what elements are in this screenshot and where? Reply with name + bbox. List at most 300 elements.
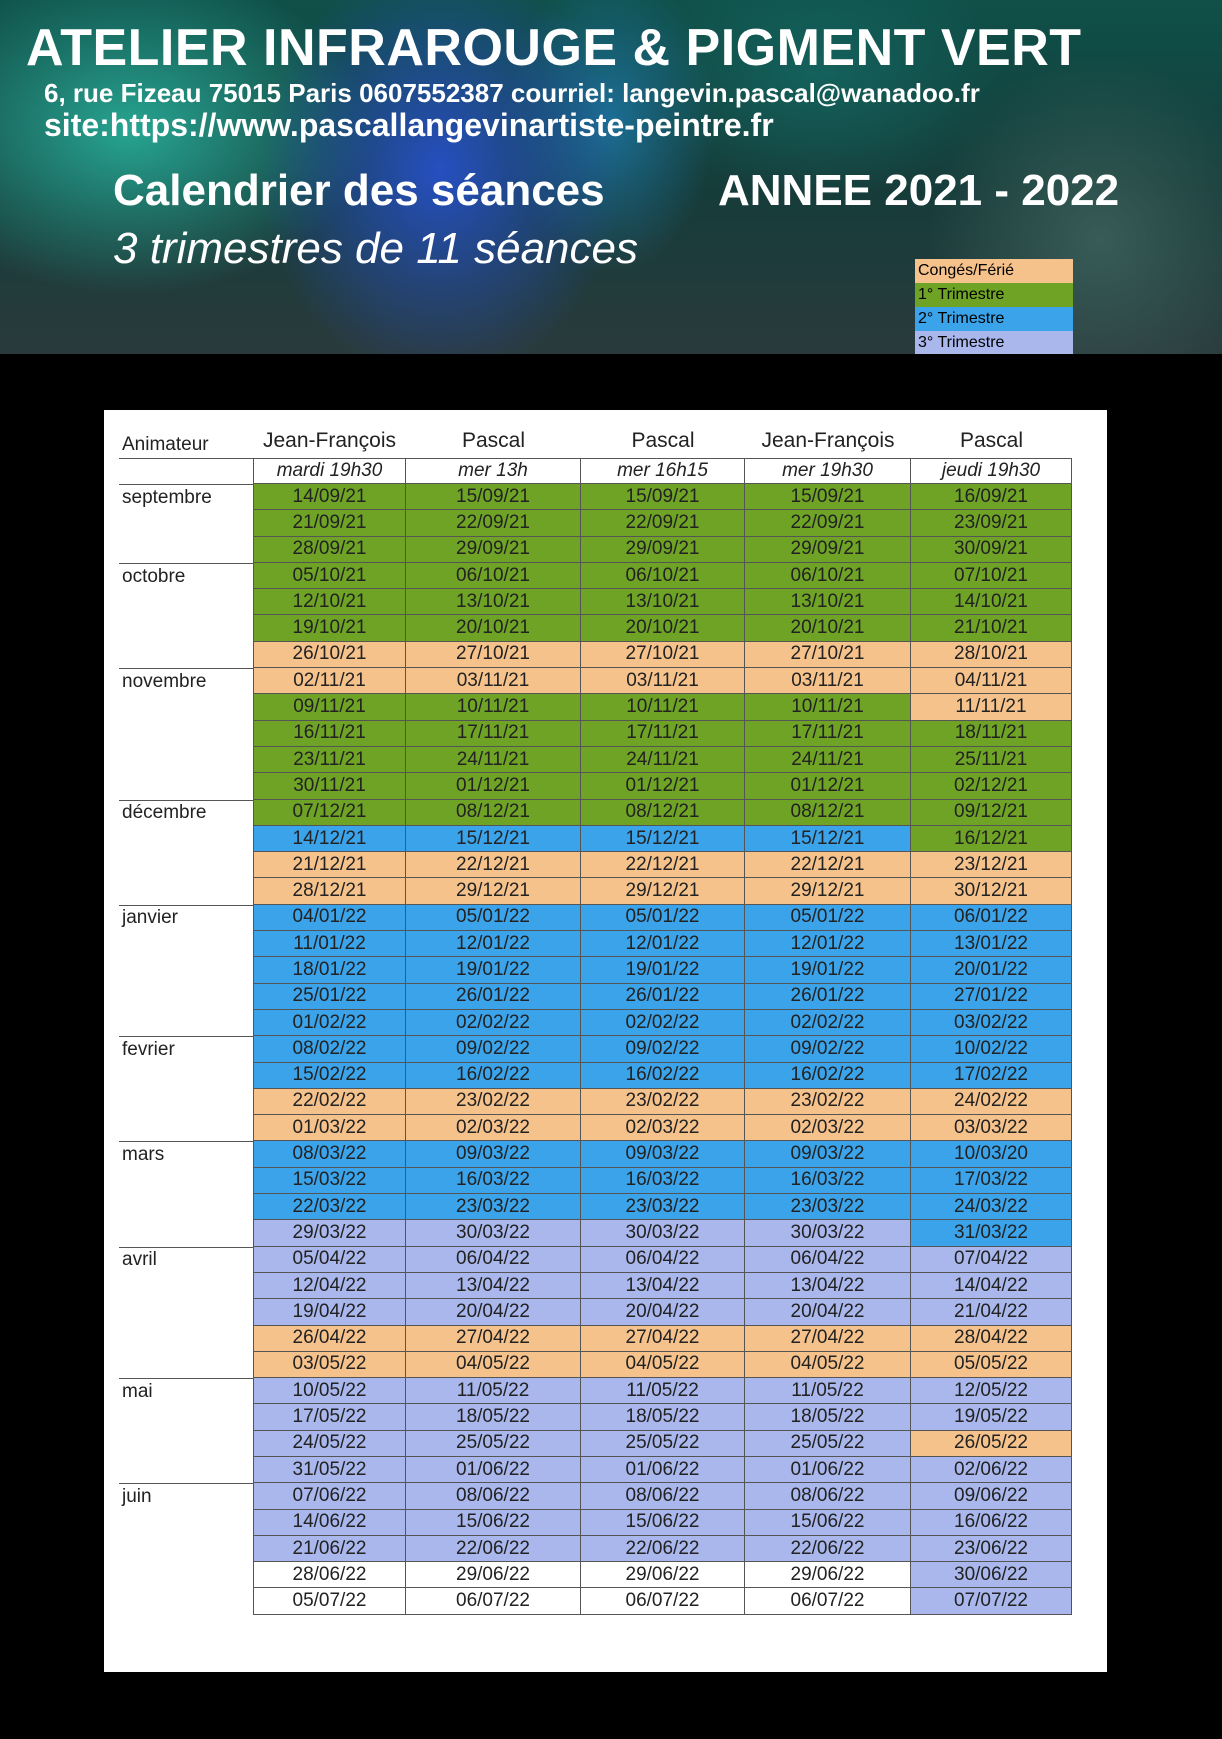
month-label: septembre xyxy=(119,484,253,510)
session-date: 13/04/22 xyxy=(745,1273,911,1299)
session-date: 15/09/21 xyxy=(745,484,911,510)
session-time: mer 19h30 xyxy=(745,458,911,484)
session-date: 29/12/21 xyxy=(745,878,911,904)
session-date: 16/03/22 xyxy=(581,1168,745,1194)
month-label: avril xyxy=(119,1247,253,1273)
table-row xyxy=(119,984,1072,1010)
session-date: 22/06/22 xyxy=(581,1536,745,1562)
month-label xyxy=(119,1352,253,1378)
session-date: 10/11/21 xyxy=(581,694,745,720)
session-date: 22/12/21 xyxy=(745,852,911,878)
session-date: 27/10/21 xyxy=(745,642,911,668)
session-date: 18/11/21 xyxy=(911,721,1072,747)
table-row xyxy=(119,1299,1072,1325)
session-date: 26/10/21 xyxy=(253,642,406,668)
month-label xyxy=(119,1510,253,1536)
session-date: 29/09/21 xyxy=(581,537,745,563)
session-date: 28/09/21 xyxy=(253,537,406,563)
session-date: 26/01/22 xyxy=(406,984,581,1010)
session-date: 22/09/21 xyxy=(406,510,581,536)
atelier-title: ATELIER INFRAROUGE & PIGMENT VERT xyxy=(26,19,1082,77)
session-date: 20/04/22 xyxy=(745,1299,911,1325)
session-date: 18/01/22 xyxy=(253,957,406,983)
table-row xyxy=(119,1588,1072,1614)
session-date: 05/05/22 xyxy=(911,1352,1072,1378)
month-label xyxy=(119,1089,253,1115)
session-date: 17/11/21 xyxy=(406,721,581,747)
session-date: 05/01/22 xyxy=(581,905,745,931)
session-date: 29/12/21 xyxy=(581,878,745,904)
session-date: 06/01/22 xyxy=(911,905,1072,931)
session-date: 02/11/21 xyxy=(253,668,406,694)
session-date: 05/10/21 xyxy=(253,563,406,589)
session-date: 04/11/21 xyxy=(911,668,1072,694)
session-date: 23/12/21 xyxy=(911,852,1072,878)
session-date: 13/04/22 xyxy=(406,1273,581,1299)
session-date: 15/06/22 xyxy=(581,1510,745,1536)
session-date: 07/04/22 xyxy=(911,1247,1072,1273)
table-row xyxy=(119,1404,1072,1430)
session-date: 08/12/21 xyxy=(581,800,745,826)
session-date: 24/11/21 xyxy=(581,747,745,773)
session-date: 08/06/22 xyxy=(581,1483,745,1509)
table-row xyxy=(119,1194,1072,1220)
month-label xyxy=(119,773,253,799)
session-time: mardi 19h30 xyxy=(253,458,406,484)
session-date: 12/01/22 xyxy=(581,931,745,957)
session-date: 14/12/21 xyxy=(253,826,406,852)
session-date: 20/10/21 xyxy=(406,615,581,641)
session-date: 22/02/22 xyxy=(253,1089,406,1115)
month-label xyxy=(119,931,253,957)
session-date: 02/02/22 xyxy=(745,1010,911,1036)
session-date: 15/03/22 xyxy=(253,1168,406,1194)
subtitle: 3 trimestres de 11 séances xyxy=(113,224,638,273)
session-date: 28/06/22 xyxy=(253,1562,406,1588)
session-date: 29/06/22 xyxy=(745,1562,911,1588)
session-date: 22/06/22 xyxy=(406,1536,581,1562)
session-date: 04/01/22 xyxy=(253,905,406,931)
session-date: 21/04/22 xyxy=(911,1299,1072,1325)
session-date: 03/11/21 xyxy=(406,668,581,694)
session-date: 09/02/22 xyxy=(581,1036,745,1062)
month-label xyxy=(119,1431,253,1457)
session-date: 09/12/21 xyxy=(911,800,1072,826)
session-date: 22/03/22 xyxy=(253,1194,406,1220)
session-date: 15/12/21 xyxy=(745,826,911,852)
session-date: 24/02/22 xyxy=(911,1089,1072,1115)
month-label xyxy=(119,1194,253,1220)
session-date: 16/02/22 xyxy=(581,1063,745,1089)
month-label: fevrier xyxy=(119,1036,253,1062)
table-row xyxy=(119,1141,1072,1167)
session-date: 25/05/22 xyxy=(406,1431,581,1457)
session-date: 26/04/22 xyxy=(253,1326,406,1352)
session-date: 26/01/22 xyxy=(745,984,911,1010)
session-date: 17/05/22 xyxy=(253,1404,406,1430)
session-date: 03/03/22 xyxy=(911,1115,1072,1141)
session-date: 22/09/21 xyxy=(745,510,911,536)
session-date: 13/10/21 xyxy=(581,589,745,615)
table-row xyxy=(119,1536,1072,1562)
session-date: 09/06/22 xyxy=(911,1483,1072,1509)
header-row-time xyxy=(119,458,1072,484)
table-row xyxy=(119,1378,1072,1404)
session-date: 03/11/21 xyxy=(745,668,911,694)
session-date: 24/11/21 xyxy=(745,747,911,773)
table-row xyxy=(119,1562,1072,1588)
month-label xyxy=(119,878,253,904)
table-row xyxy=(119,878,1072,904)
session-date: 22/09/21 xyxy=(581,510,745,536)
month-label: novembre xyxy=(119,668,253,694)
month-label xyxy=(119,642,253,668)
animateur-name: Pascal xyxy=(461,429,526,452)
session-date: 11/05/22 xyxy=(581,1378,745,1404)
session-date: 12/04/22 xyxy=(253,1273,406,1299)
session-date: 06/10/21 xyxy=(581,563,745,589)
session-date: 16/03/22 xyxy=(745,1168,911,1194)
session-date: 15/02/22 xyxy=(253,1063,406,1089)
table-row xyxy=(119,1483,1072,1509)
session-date: 08/06/22 xyxy=(406,1483,581,1509)
month-label xyxy=(119,1562,253,1588)
animateur-name: Pascal xyxy=(959,429,1024,452)
session-date: 19/01/22 xyxy=(745,957,911,983)
session-date: 24/05/22 xyxy=(253,1431,406,1457)
session-date: 30/03/22 xyxy=(745,1220,911,1246)
session-date: 27/01/22 xyxy=(911,984,1072,1010)
session-date: 19/04/22 xyxy=(253,1299,406,1325)
session-date: 03/05/22 xyxy=(253,1352,406,1378)
session-date: 09/11/21 xyxy=(253,694,406,720)
session-date: 19/10/21 xyxy=(253,615,406,641)
table-row xyxy=(119,1273,1072,1299)
table-row xyxy=(119,537,1072,563)
session-date: 06/07/22 xyxy=(581,1588,745,1614)
session-date: 23/02/22 xyxy=(581,1089,745,1115)
table-row xyxy=(119,747,1072,773)
session-date: 17/02/22 xyxy=(911,1063,1072,1089)
session-time: mer 16h15 xyxy=(581,458,745,484)
session-time: jeudi 19h30 xyxy=(911,458,1072,484)
animateur-name: Jean-François xyxy=(761,429,895,452)
session-date: 16/12/21 xyxy=(911,826,1072,852)
session-date: 25/01/22 xyxy=(253,984,406,1010)
month-label xyxy=(119,589,253,615)
session-date: 31/05/22 xyxy=(253,1457,406,1483)
session-date: 13/10/21 xyxy=(406,589,581,615)
session-time: mer 13h xyxy=(406,458,581,484)
month-label xyxy=(119,852,253,878)
session-date: 09/02/22 xyxy=(745,1036,911,1062)
session-date: 07/10/21 xyxy=(911,563,1072,589)
session-date: 13/01/22 xyxy=(911,931,1072,957)
table-row xyxy=(119,589,1072,615)
session-date: 15/06/22 xyxy=(406,1510,581,1536)
session-date: 08/12/21 xyxy=(406,800,581,826)
session-date: 30/12/21 xyxy=(911,878,1072,904)
month-label xyxy=(119,1273,253,1299)
table-row xyxy=(119,773,1072,799)
session-date: 16/03/22 xyxy=(406,1168,581,1194)
session-date: 01/03/22 xyxy=(253,1115,406,1141)
session-date: 18/05/22 xyxy=(745,1404,911,1430)
session-date: 16/06/22 xyxy=(911,1510,1072,1536)
session-date: 20/04/22 xyxy=(406,1299,581,1325)
table-row xyxy=(119,1510,1072,1536)
header-row-animateur xyxy=(119,424,1072,458)
session-date: 14/06/22 xyxy=(253,1510,406,1536)
table-row xyxy=(119,1352,1072,1378)
session-date: 19/01/22 xyxy=(406,957,581,983)
session-date: 03/11/21 xyxy=(581,668,745,694)
table-row xyxy=(119,905,1072,931)
session-date: 23/03/22 xyxy=(745,1194,911,1220)
month-label xyxy=(119,1536,253,1562)
calendar-title: Calendrier des séances xyxy=(113,166,605,215)
session-date: 05/07/22 xyxy=(253,1588,406,1614)
session-date: 12/10/21 xyxy=(253,589,406,615)
legend-item: 1° Trimestre xyxy=(915,283,1073,307)
session-date: 11/05/22 xyxy=(406,1378,581,1404)
table-row xyxy=(119,642,1072,668)
month-label xyxy=(119,615,253,641)
legend xyxy=(915,259,1073,354)
website-line: site:https://www.pascallangevinartiste-peintre.fr xyxy=(44,107,774,143)
animateur-name: Jean-François xyxy=(262,429,397,452)
table-row xyxy=(119,931,1072,957)
month-label: octobre xyxy=(119,563,253,589)
session-date: 07/06/22 xyxy=(253,1483,406,1509)
session-date: 15/06/22 xyxy=(745,1510,911,1536)
month-label xyxy=(119,1010,253,1036)
session-date: 02/02/22 xyxy=(581,1010,745,1036)
session-date: 16/09/21 xyxy=(911,484,1072,510)
animateur-label: Animateur xyxy=(122,434,209,455)
month-cell-empty xyxy=(119,458,253,484)
table-row xyxy=(119,563,1072,589)
table-row xyxy=(119,1326,1072,1352)
month-label xyxy=(119,1299,253,1325)
session-date: 09/02/22 xyxy=(406,1036,581,1062)
session-date: 25/11/21 xyxy=(911,747,1072,773)
session-date: 12/01/22 xyxy=(406,931,581,957)
table-row xyxy=(119,852,1072,878)
calendar-sheet xyxy=(104,410,1107,1672)
table-row xyxy=(119,957,1072,983)
session-date: 21/09/21 xyxy=(253,510,406,536)
session-date: 22/06/22 xyxy=(745,1536,911,1562)
month-label xyxy=(119,694,253,720)
session-date: 23/02/22 xyxy=(745,1089,911,1115)
session-date: 28/12/21 xyxy=(253,878,406,904)
session-date: 08/06/22 xyxy=(745,1483,911,1509)
session-date: 24/03/22 xyxy=(911,1194,1072,1220)
month-label xyxy=(119,826,253,852)
session-date: 25/05/22 xyxy=(745,1431,911,1457)
month-label xyxy=(119,1115,253,1141)
session-date: 03/02/22 xyxy=(911,1010,1072,1036)
session-date: 12/01/22 xyxy=(745,931,911,957)
month-label xyxy=(119,1457,253,1483)
session-date: 22/12/21 xyxy=(406,852,581,878)
table-row xyxy=(119,615,1072,641)
session-date: 26/05/22 xyxy=(911,1431,1072,1457)
session-date: 02/03/22 xyxy=(581,1115,745,1141)
session-date: 01/06/22 xyxy=(745,1457,911,1483)
table-row xyxy=(119,800,1072,826)
session-date: 30/03/22 xyxy=(406,1220,581,1246)
month-label: janvier xyxy=(119,905,253,931)
month-label: mai xyxy=(119,1378,253,1404)
session-date: 14/10/21 xyxy=(911,589,1072,615)
session-date: 14/09/21 xyxy=(253,484,406,510)
table-row xyxy=(119,510,1072,536)
table-row xyxy=(119,1010,1072,1036)
table-row xyxy=(119,1247,1072,1273)
session-date: 05/01/22 xyxy=(745,905,911,931)
session-date: 27/04/22 xyxy=(745,1326,911,1352)
sessions-table xyxy=(119,424,1072,1615)
session-date: 25/05/22 xyxy=(581,1431,745,1457)
session-date: 15/09/21 xyxy=(581,484,745,510)
month-label xyxy=(119,984,253,1010)
session-date: 16/02/22 xyxy=(745,1063,911,1089)
session-date: 30/06/22 xyxy=(911,1562,1072,1588)
session-date: 01/12/21 xyxy=(581,773,745,799)
session-date: 23/06/22 xyxy=(911,1536,1072,1562)
session-date: 10/11/21 xyxy=(406,694,581,720)
legend-item: 2° Trimestre xyxy=(915,307,1073,331)
session-date: 10/03/20 xyxy=(911,1141,1072,1167)
session-date: 26/01/22 xyxy=(581,984,745,1010)
session-date: 10/05/22 xyxy=(253,1378,406,1404)
session-date: 29/09/21 xyxy=(745,537,911,563)
session-date: 30/11/21 xyxy=(253,773,406,799)
session-date: 27/10/21 xyxy=(581,642,745,668)
session-date: 21/12/21 xyxy=(253,852,406,878)
table-row xyxy=(119,668,1072,694)
session-date: 30/09/21 xyxy=(911,537,1072,563)
animateur-name: Pascal xyxy=(631,429,695,452)
session-date: 12/05/22 xyxy=(911,1378,1072,1404)
session-date: 08/12/21 xyxy=(745,800,911,826)
month-label xyxy=(119,747,253,773)
month-label xyxy=(119,721,253,747)
session-date: 08/03/22 xyxy=(253,1141,406,1167)
session-date: 10/02/22 xyxy=(911,1036,1072,1062)
session-date: 29/06/22 xyxy=(406,1562,581,1588)
month-label xyxy=(119,1588,253,1614)
session-date: 27/04/22 xyxy=(406,1326,581,1352)
month-label xyxy=(119,1404,253,1430)
year-title: ANNEE 2021 - 2022 xyxy=(718,166,1120,215)
session-date: 04/05/22 xyxy=(745,1352,911,1378)
session-date: 04/05/22 xyxy=(406,1352,581,1378)
legend-item: Congés/Férié xyxy=(915,259,1073,283)
session-date: 11/11/21 xyxy=(911,694,1072,720)
session-date: 02/02/22 xyxy=(406,1010,581,1036)
session-date: 18/05/22 xyxy=(581,1404,745,1430)
session-date: 23/03/22 xyxy=(581,1194,745,1220)
session-date: 08/02/22 xyxy=(253,1036,406,1062)
session-date: 31/03/22 xyxy=(911,1220,1072,1246)
month-label xyxy=(119,1220,253,1246)
session-date: 22/12/21 xyxy=(581,852,745,878)
session-date: 16/11/21 xyxy=(253,721,406,747)
session-date: 06/07/22 xyxy=(745,1588,911,1614)
table-row xyxy=(119,721,1072,747)
month-label xyxy=(119,1326,253,1352)
session-date: 06/07/22 xyxy=(406,1588,581,1614)
session-date: 09/03/22 xyxy=(745,1141,911,1167)
session-date: 10/11/21 xyxy=(745,694,911,720)
session-date: 29/03/22 xyxy=(253,1220,406,1246)
month-label xyxy=(119,957,253,983)
table-row xyxy=(119,1036,1072,1062)
session-date: 01/12/21 xyxy=(406,773,581,799)
session-date: 17/11/21 xyxy=(745,721,911,747)
session-date: 20/01/22 xyxy=(911,957,1072,983)
month-label: mars xyxy=(119,1141,253,1167)
session-date: 06/04/22 xyxy=(406,1247,581,1273)
month-label xyxy=(119,537,253,563)
session-date: 01/02/22 xyxy=(253,1010,406,1036)
session-date: 17/11/21 xyxy=(581,721,745,747)
session-date: 07/12/21 xyxy=(253,800,406,826)
session-date: 19/01/22 xyxy=(581,957,745,983)
session-date: 14/04/22 xyxy=(911,1273,1072,1299)
header-banner xyxy=(0,0,1222,354)
session-date: 15/09/21 xyxy=(406,484,581,510)
session-date: 23/09/21 xyxy=(911,510,1072,536)
session-date: 23/02/22 xyxy=(406,1089,581,1115)
session-date: 13/10/21 xyxy=(745,589,911,615)
session-date: 18/05/22 xyxy=(406,1404,581,1430)
table-row xyxy=(119,1168,1072,1194)
session-date: 20/04/22 xyxy=(581,1299,745,1325)
session-date: 01/12/21 xyxy=(745,773,911,799)
table-row xyxy=(119,1220,1072,1246)
session-date: 01/06/22 xyxy=(581,1457,745,1483)
session-date: 16/02/22 xyxy=(406,1063,581,1089)
session-date: 05/01/22 xyxy=(406,905,581,931)
month-label: juin xyxy=(119,1483,253,1509)
table-row xyxy=(119,484,1072,510)
session-date: 07/07/22 xyxy=(911,1588,1072,1614)
session-date: 17/03/22 xyxy=(911,1168,1072,1194)
month-label xyxy=(119,1063,253,1089)
session-date: 21/06/22 xyxy=(253,1536,406,1562)
session-date: 02/12/21 xyxy=(911,773,1072,799)
table-row xyxy=(119,694,1072,720)
session-date: 28/04/22 xyxy=(911,1326,1072,1352)
session-date: 02/06/22 xyxy=(911,1457,1072,1483)
session-date: 29/06/22 xyxy=(581,1562,745,1588)
session-date: 27/10/21 xyxy=(406,642,581,668)
table-row xyxy=(119,1457,1072,1483)
session-date: 24/11/21 xyxy=(406,747,581,773)
session-date: 06/04/22 xyxy=(581,1247,745,1273)
session-date: 15/12/21 xyxy=(406,826,581,852)
session-date: 29/12/21 xyxy=(406,878,581,904)
table-row xyxy=(119,1089,1072,1115)
session-date: 20/10/21 xyxy=(581,615,745,641)
table-row xyxy=(119,1115,1072,1141)
table-row xyxy=(119,1063,1072,1089)
session-date: 15/12/21 xyxy=(581,826,745,852)
